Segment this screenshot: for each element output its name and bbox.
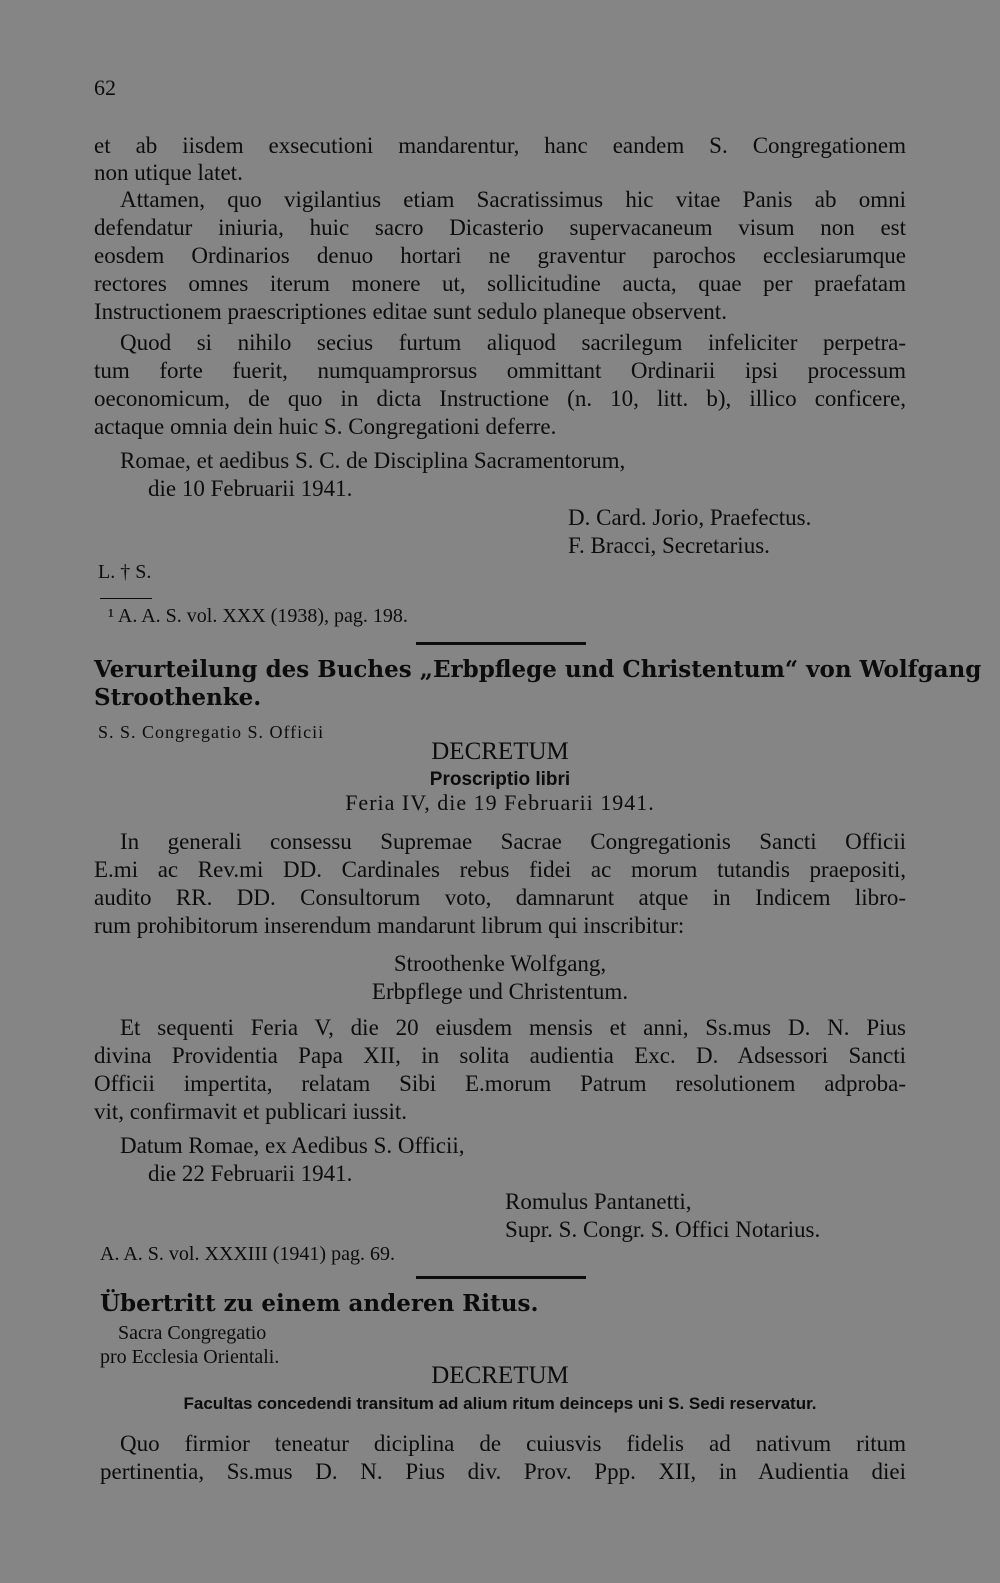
text-line: Attamen, quo vigilantius etiam Sacratissimus hic vitae Panis ab omni [120, 187, 906, 212]
text-line: audito RR. DD. Consultorum voto, damnarunt atque in Indicem libro- [94, 885, 906, 910]
text-line: vit, confirmavit et publicari iussit. [94, 1099, 407, 1124]
text-line: defendatur iniuria, huic sacro Dicasterio supervacaneum visum non est [94, 215, 906, 240]
text-line: E.mi ac Rev.mi DD. Cardinales rebus fidei ac morum tutandis praepositi, [94, 857, 906, 882]
decree-date: die 22 Februarii 1941. [148, 1161, 353, 1186]
source-reference: A. A. S. vol. XXXIII (1941) pag. 69. [100, 1243, 395, 1265]
decree-place: Datum Romae, ex Aedibus S. Officii, [120, 1133, 465, 1158]
text-line: divina Providentia Papa XII, in solita audientia Exc. D. Adsessori Sancti [94, 1043, 906, 1068]
section-heading: Verurteilung des Buches „Erbpflege und Christentum“ von Wolfgang [94, 656, 982, 683]
signatory-secretary: F. Bracci, Secretarius. [568, 533, 770, 558]
section-heading: Übertritt zu einem anderen Ritus. [100, 1290, 539, 1317]
footnote: ¹ A. A. S. vol. XXX (1938), pag. 198. [108, 605, 408, 627]
text-line: Quo firmior teneatur diciplina de cuiusvis fidelis ad nativum ritum [120, 1431, 906, 1456]
text-line: pertinentia, Ss.mus D. N. Pius div. Prov. Ppp. XII, in Audientia diei [100, 1459, 906, 1484]
text-line: et ab iisdem exsecutioni mandarentur, hanc eandem S. Congregationem [94, 133, 906, 158]
text-line: actaque omnia dein huic S. Congregationi deferre. [94, 414, 557, 439]
text-line: Instructionem praescriptiones editae sunt sedulo planeque observent. [94, 299, 727, 324]
section-heading-cont: Stroothenke. [94, 684, 262, 711]
congregation-name-cont: pro Ecclesia Orientali. [100, 1346, 280, 1368]
book-title: Erbpflege und Christentum. [371, 979, 629, 1004]
decree-date: die 10 Februarii 1941. [148, 476, 353, 501]
text-line: tum forte fuerit, numquamprorsus ommittant Ordinarii ipsi processum [94, 358, 906, 383]
signatory-name: Romulus Pantanetti, [505, 1189, 692, 1214]
decree-title: DECRETUM [431, 1362, 569, 1389]
seal-mark: L. † S. [98, 561, 152, 583]
text-line: In generali consessu Supremae Sacrae Congregationis Sancti Officii [120, 829, 906, 854]
congregation-name: S. S. Congregatio S. Officii [98, 722, 325, 742]
signatory-prefect: D. Card. Jorio, Praefectus. [568, 505, 812, 530]
decree-subtitle: Proscriptio libri [429, 769, 571, 790]
decree-date: Feria IV, die 19 Februarii 1941. [345, 790, 655, 815]
signatory-title: Supr. S. Congr. S. Offici Notarius. [505, 1217, 821, 1242]
text-line: Quod si nihilo secius furtum aliquod sacrilegum infeliciter perpetra- [120, 330, 906, 355]
text-line: rectores omnes iterum monere ut, sollicitudine aucta, quae per praefatam [94, 271, 906, 296]
text-line: non utique latet. [94, 160, 243, 185]
section-divider [416, 642, 586, 645]
footnote-rule [100, 598, 152, 599]
section-divider [416, 1276, 586, 1279]
book-author: Stroothenke Wolfgang, [393, 951, 607, 976]
text-line: oeconomicum, de quo in dicta Instructione (n. 10, litt. b), illico conficere, [94, 386, 906, 411]
decree-subtitle: Facultas concedendi transitum ad alium ritum deinceps uni S. Sedi reservatur. [183, 1394, 817, 1413]
text-line: Officii impertita, relatam Sibi E.morum Patrum resolutionem adproba- [94, 1071, 906, 1096]
decree-place: Romae, et aedibus S. C. de Disciplina Sacramentorum, [120, 448, 626, 473]
text-line: eosdem Ordinarios denuo hortari ne graventur parochos ecclesiarumque [94, 243, 906, 268]
decree-title: DECRETUM [431, 738, 569, 765]
page-number: 62 [94, 75, 116, 100]
text-line: Et sequenti Feria V, die 20 eiusdem mensis et anni, Ss.mus D. N. Pius [120, 1015, 906, 1040]
text-line: rum prohibitorum inserendum mandarunt librum qui inscribitur: [94, 913, 685, 938]
congregation-name: Sacra Congregatio [118, 1322, 267, 1344]
